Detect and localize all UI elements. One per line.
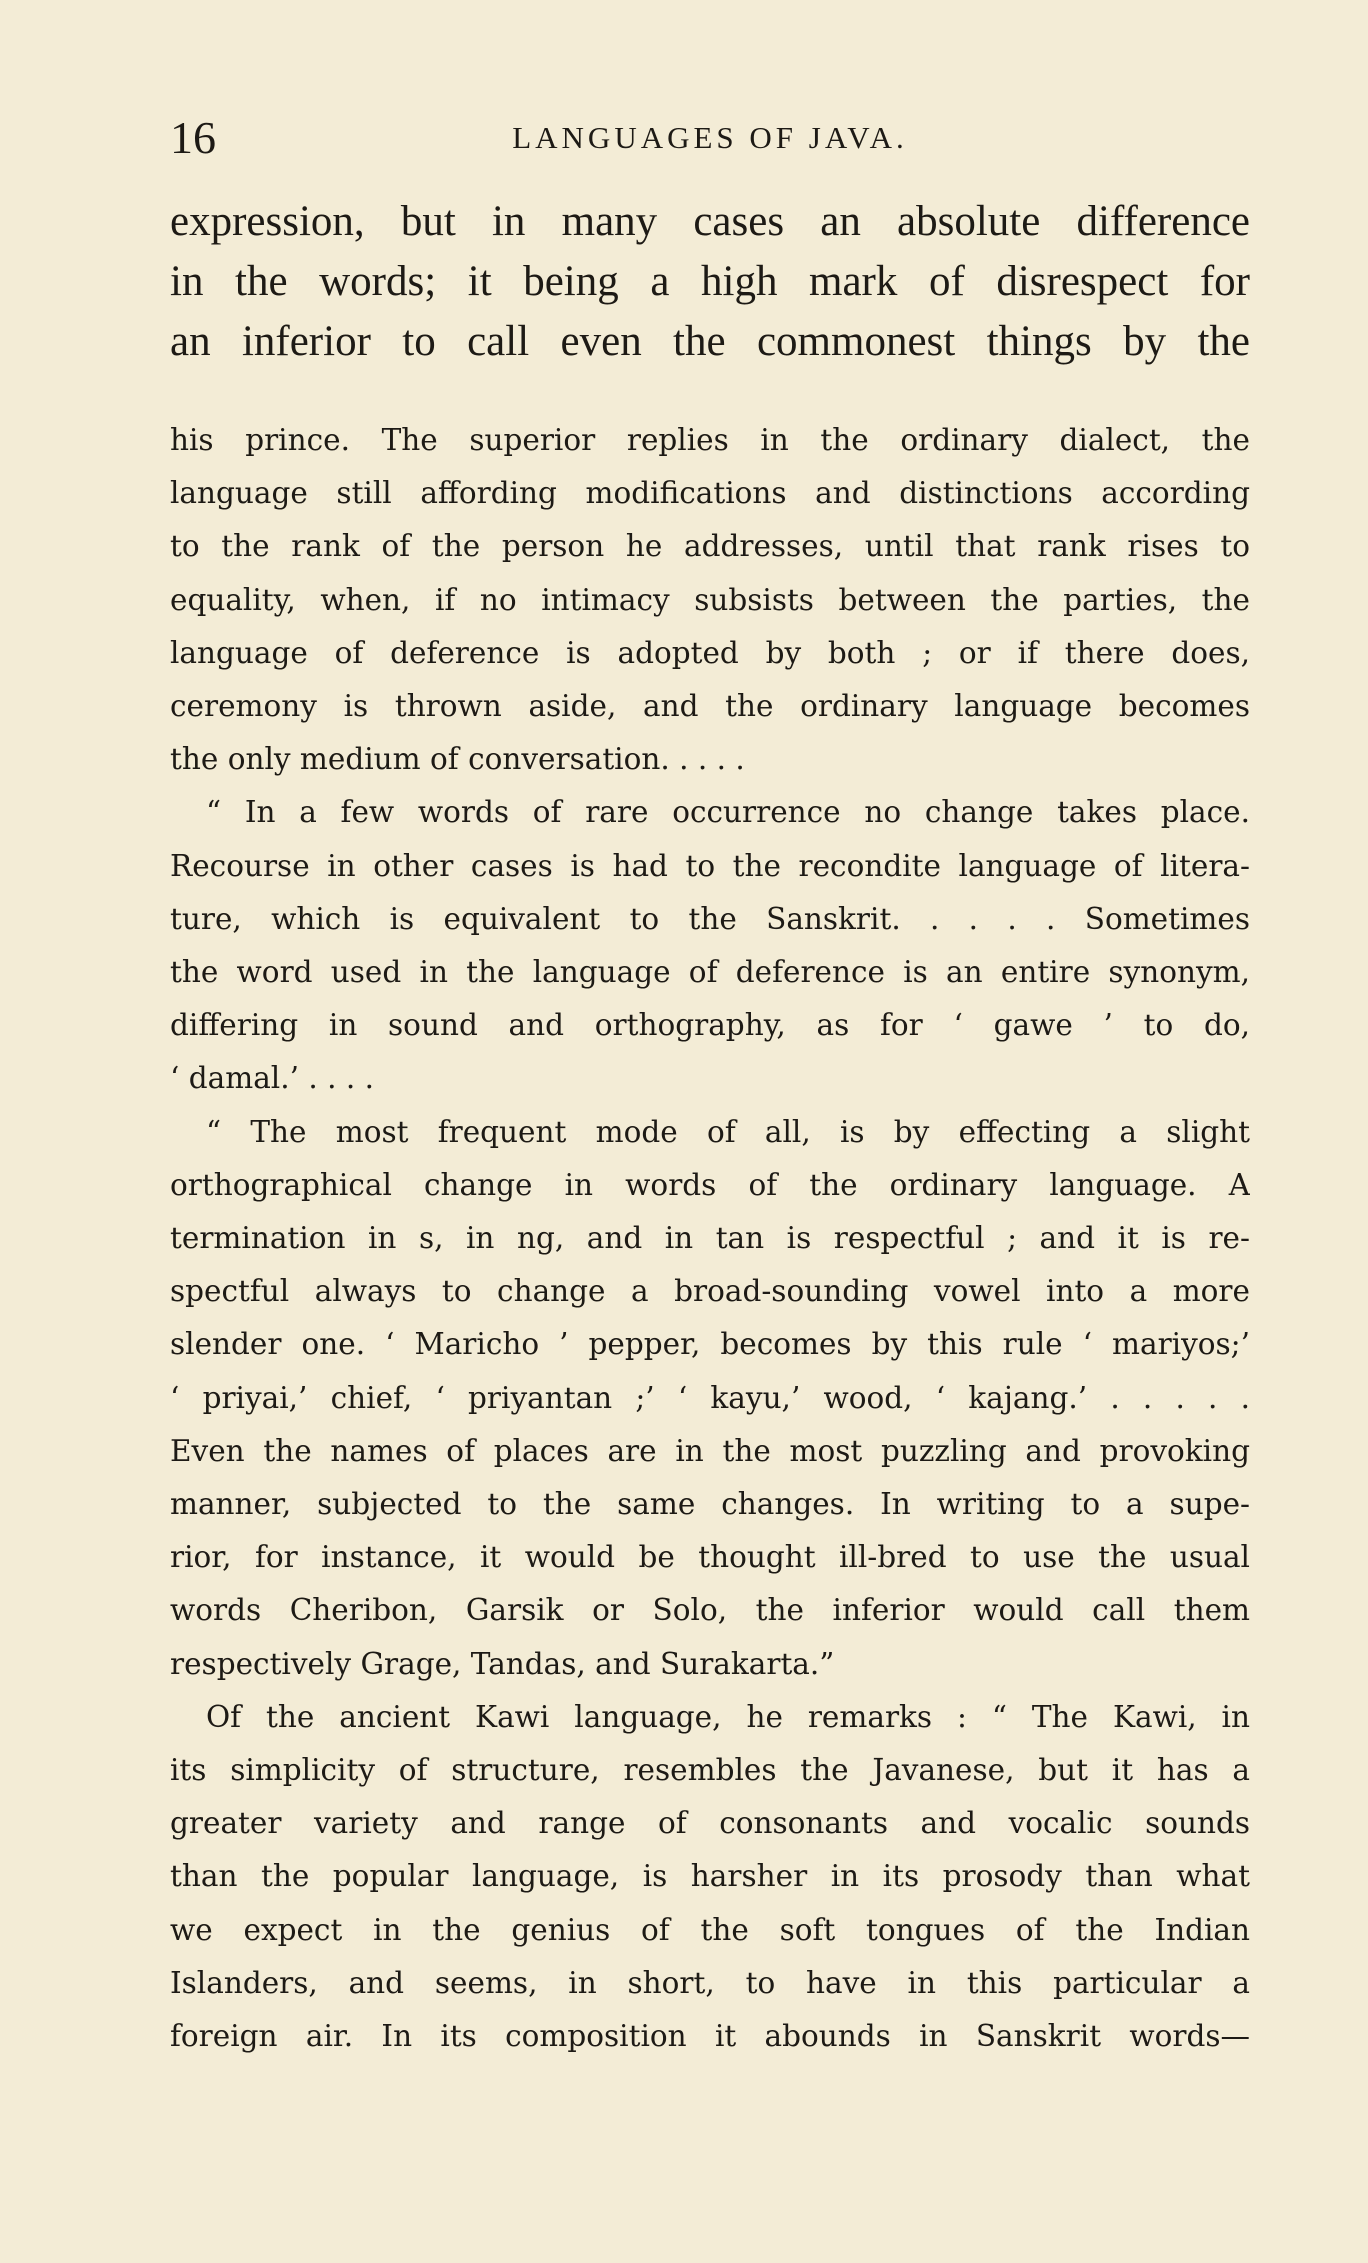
- body-text-line: manner, subjected to the same changes. In writing to a supe-: [170, 1487, 1250, 1522]
- body-text-line: ‘ priyai,’ chief, ‘ priyantan ;’ ‘ kayu,’ wood, ‘ kajang.’ . . . . .: [170, 1380, 1250, 1415]
- page-number: 16: [170, 112, 216, 163]
- body-text-line: greater variety and range of consonants and vocalic sounds: [170, 1806, 1250, 1841]
- lead-text-line: expression, but in many cases an absolute difference: [170, 198, 1250, 245]
- body-text-line: slender one. ‘ Maricho ’ pepper, becomes by this rule ‘ mariyos;’: [170, 1327, 1250, 1362]
- body-text-line: ceremony is thrown aside, and the ordinary language becomes: [170, 689, 1250, 724]
- body-text-line: Of the ancient Kawi language, he remarks : “ The Kawi, in: [206, 1699, 1250, 1734]
- body-text-line: equality, when, if no intimacy subsists between the parties, the: [170, 582, 1250, 617]
- body-text-line: language of deference is adopted by both ; or if there does,: [170, 635, 1250, 670]
- body-text-line: spectful always to change a broad-sounding vowel into a more: [170, 1274, 1250, 1309]
- body-text-line: “ In a few words of rare occurrence no change takes place.: [206, 795, 1250, 830]
- body-text-line: his prince. The superior replies in the ordinary dialect, the: [170, 423, 1250, 457]
- body-text-line: Islanders, and seems, in short, to have in this particular a: [170, 1965, 1250, 2000]
- body-text-line: rior, for instance, it would be thought ill-bred to use the usual: [170, 1540, 1250, 1575]
- body-text-line: its simplicity of structure, resembles the Javanese, but it has a: [170, 1753, 1250, 1788]
- lead-text-line: an inferior to call even the commonest things by the: [170, 318, 1250, 365]
- body-text-line: termination in s, in ng, and in tan is respectful ; and it is re-: [170, 1221, 1250, 1256]
- body-text-line: ture, which is equivalent to the Sanskrit. . . . . Sometimes: [170, 901, 1250, 936]
- body-text-line: foreign air. In its composition it abounds in Sanskrit words—: [170, 2019, 1250, 2054]
- body-text-line: the word used in the language of deference is an entire synonym,: [170, 955, 1250, 990]
- book-page: [170, 110, 1250, 2210]
- running-title: LANGUAGES OF JAVA.: [512, 120, 908, 155]
- body-text-line: Recourse in other cases is had to the recondite language of litera-: [170, 848, 1250, 883]
- body-text-line: Even the names of places are in the most puzzling and provoking: [170, 1433, 1250, 1468]
- body-text-line: respectively Grage, Tandas, and Surakarta.”: [170, 1646, 835, 1681]
- body-text-line: to the rank of the person he addresses, until that rank rises to: [170, 529, 1250, 564]
- body-text-line: ‘ damal.’ . . . .: [170, 1061, 374, 1096]
- quoted-text-block: [170, 414, 1250, 2063]
- body-text-line: “ The most frequent mode of all, is by effecting a slight: [206, 1114, 1250, 1149]
- body-text-line: we expect in the genius of the soft tongues of the Indian: [170, 1912, 1250, 1947]
- body-text-line: the only medium of conversation. . . . .: [170, 742, 745, 777]
- body-text-line: differing in sound and orthography, as for ‘ gawe ’ to do,: [170, 1008, 1250, 1043]
- running-head: [170, 110, 1250, 170]
- lead-text-block: [170, 192, 1250, 372]
- body-text-line: language still affording modifications and distinctions according: [170, 476, 1250, 511]
- body-text-line: words Cheribon, Garsik or Solo, the inferior would call them: [170, 1593, 1250, 1628]
- body-text-line: than the popular language, is harsher in its prosody than what: [170, 1859, 1250, 1894]
- body-text-line: orthographical change in words of the ordinary language. A: [170, 1167, 1250, 1202]
- lead-text-line: in the words; it being a high mark of disrespect for: [170, 258, 1250, 305]
